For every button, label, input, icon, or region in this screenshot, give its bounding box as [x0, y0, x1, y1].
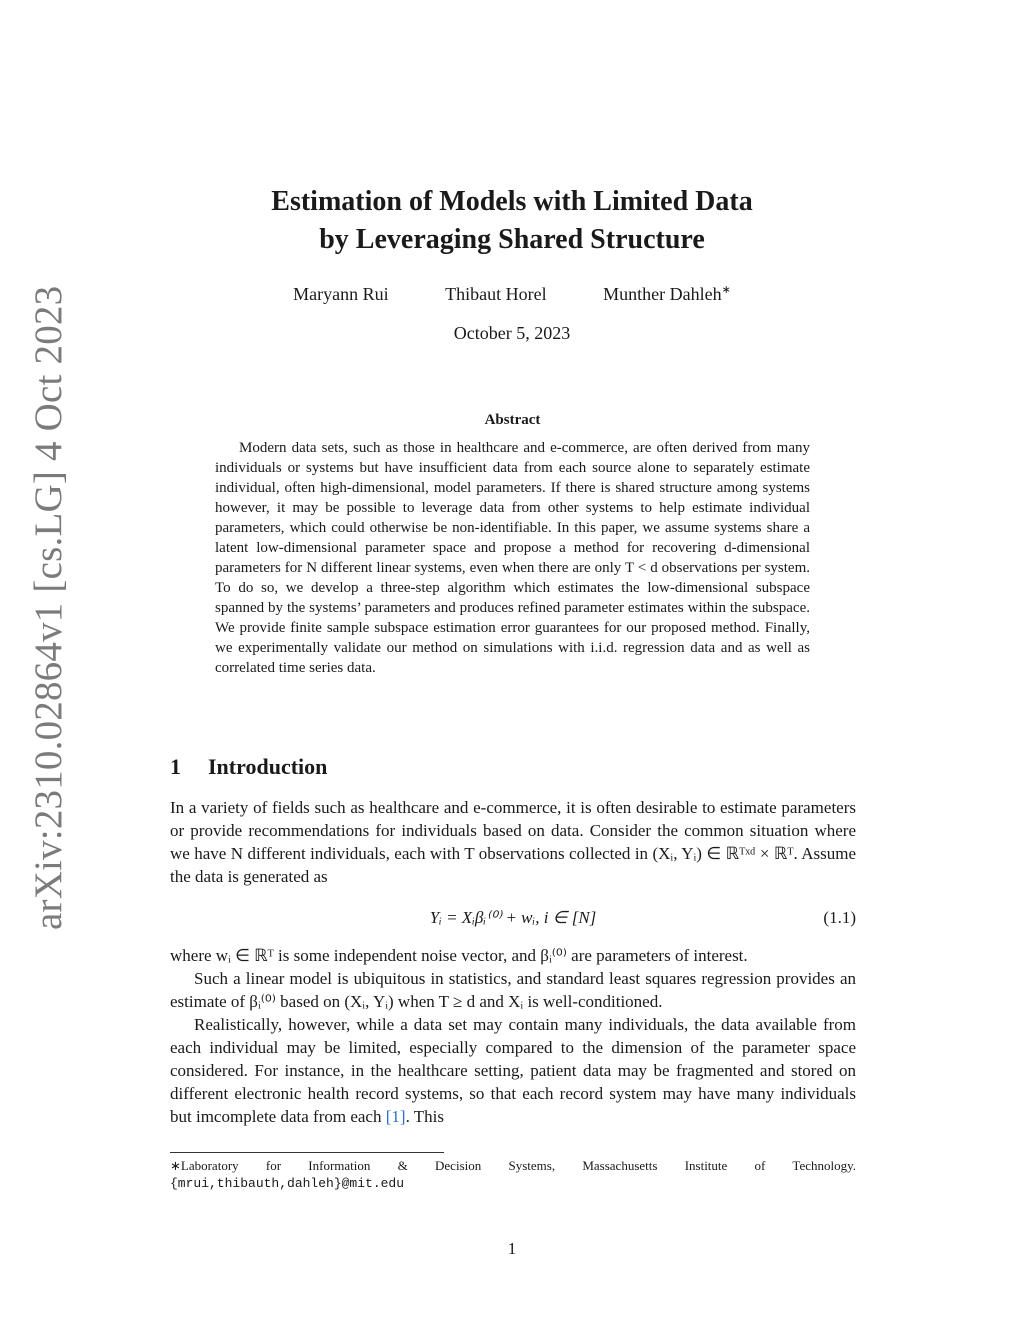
author: Maryann Rui [293, 284, 389, 304]
footnote-affiliation: ∗Laboratory for Information & Decision Systems, Massachusetts Institute of Technology. [170, 1158, 856, 1173]
paragraph-4-text: Realistically, however, while a data set may contain many individuals, the data available from each individual may be limited, especially compared to the dimension of the parameter space considered. For instance, in the healthcare setting, patient data may be fragmented and stored on different electronic health record systems, so that each record system may have many individuals but imcomplete data from each [170, 1015, 856, 1126]
author-list [170, 283, 854, 305]
introduction-section [170, 754, 856, 1128]
paragraph-1: In a variety of fields such as healthcare and e-commerce, it is often desirable to estimate parameters or provide recommendations for individuals based on data. Consider the common situation where we have N different individuals, each with T observations collected in (Xᵢ, Yᵢ) ∈ ℝᵀˣᵈ × ℝᵀ. Assume the data is generated as [170, 798, 856, 886]
section-heading [170, 754, 856, 780]
abstract-body: Modern data sets, such as those in healthcare and e-commerce, are often derived from many individuals or systems but have insufficient data from each source alone to separately estimate individual, often high-dimensional, model parameters. If there is shared structure among systems however, it may be possible to leverage data from other systems to help estimate individual parameters, which could otherwise be non-identifiable. In this paper, we assume systems share a latent low-dimensional parameter space and propose a method for recovering d-dimensional parameters for N different linear systems, even when there are only T < d observations per system. To do so, we develop a three-step algorithm which estimates the low-dimensional subspace spanned by the systems’ parameters and produces refined parameter estimates within the subspace. We provide finite sample subspace estimation error guarantees for our proposed method. Finally, we experimentally validate our method on simulations with i.i.d. regression data and as well as correlated time series data. [215, 440, 810, 676]
footnote-divider [170, 1152, 444, 1153]
author: Thibaut Horel [445, 284, 547, 304]
footnote [170, 1157, 856, 1193]
paragraph-4 [170, 1013, 856, 1128]
title-block [170, 183, 854, 344]
equation-number: (1.1) [823, 908, 856, 927]
paper-title [170, 183, 854, 259]
paragraph-3: Such a linear model is ubiquitous in statistics, and standard least squares regression provides an estimate of βᵢ⁽⁰⁾ based on (Xᵢ, Yᵢ) when T ≥ d and Xᵢ is well-conditioned. [170, 969, 856, 1011]
abstract [215, 412, 810, 678]
section-number: 1 [170, 754, 181, 779]
page-number: 1 [507, 1239, 517, 1258]
equation-1-1 [170, 896, 856, 940]
title-line-2: by Leveraging Shared Structure [319, 224, 705, 255]
footnote-emails[interactable]: {mrui,thibauth,dahleh}@mit.edu [170, 1176, 405, 1191]
publication-date: October 5, 2023 [453, 323, 571, 343]
paragraph-4-end: . This [405, 1107, 444, 1126]
paragraph-2: where wᵢ ∈ ℝᵀ is some independent noise vector, and βᵢ⁽⁰⁾ are parameters of interest. [170, 946, 748, 965]
equation-formula: Yᵢ = Xᵢβᵢ⁽⁰⁾ + wᵢ, i ∈ [N] [429, 908, 597, 927]
abstract-heading: Abstract [484, 412, 541, 428]
footnote-mark[interactable]: ∗ [721, 284, 731, 296]
arxiv-stamp[interactable]: arXiv:2310.02864v1 [cs.LG] 4 Oct 2023 [27, 285, 70, 930]
title-line-1: Estimation of Models with Limited Data [271, 186, 753, 217]
author: Munther Dahleh∗ [603, 284, 731, 304]
citation-link[interactable]: [1] [385, 1107, 406, 1126]
section-title: Introduction [208, 754, 328, 779]
